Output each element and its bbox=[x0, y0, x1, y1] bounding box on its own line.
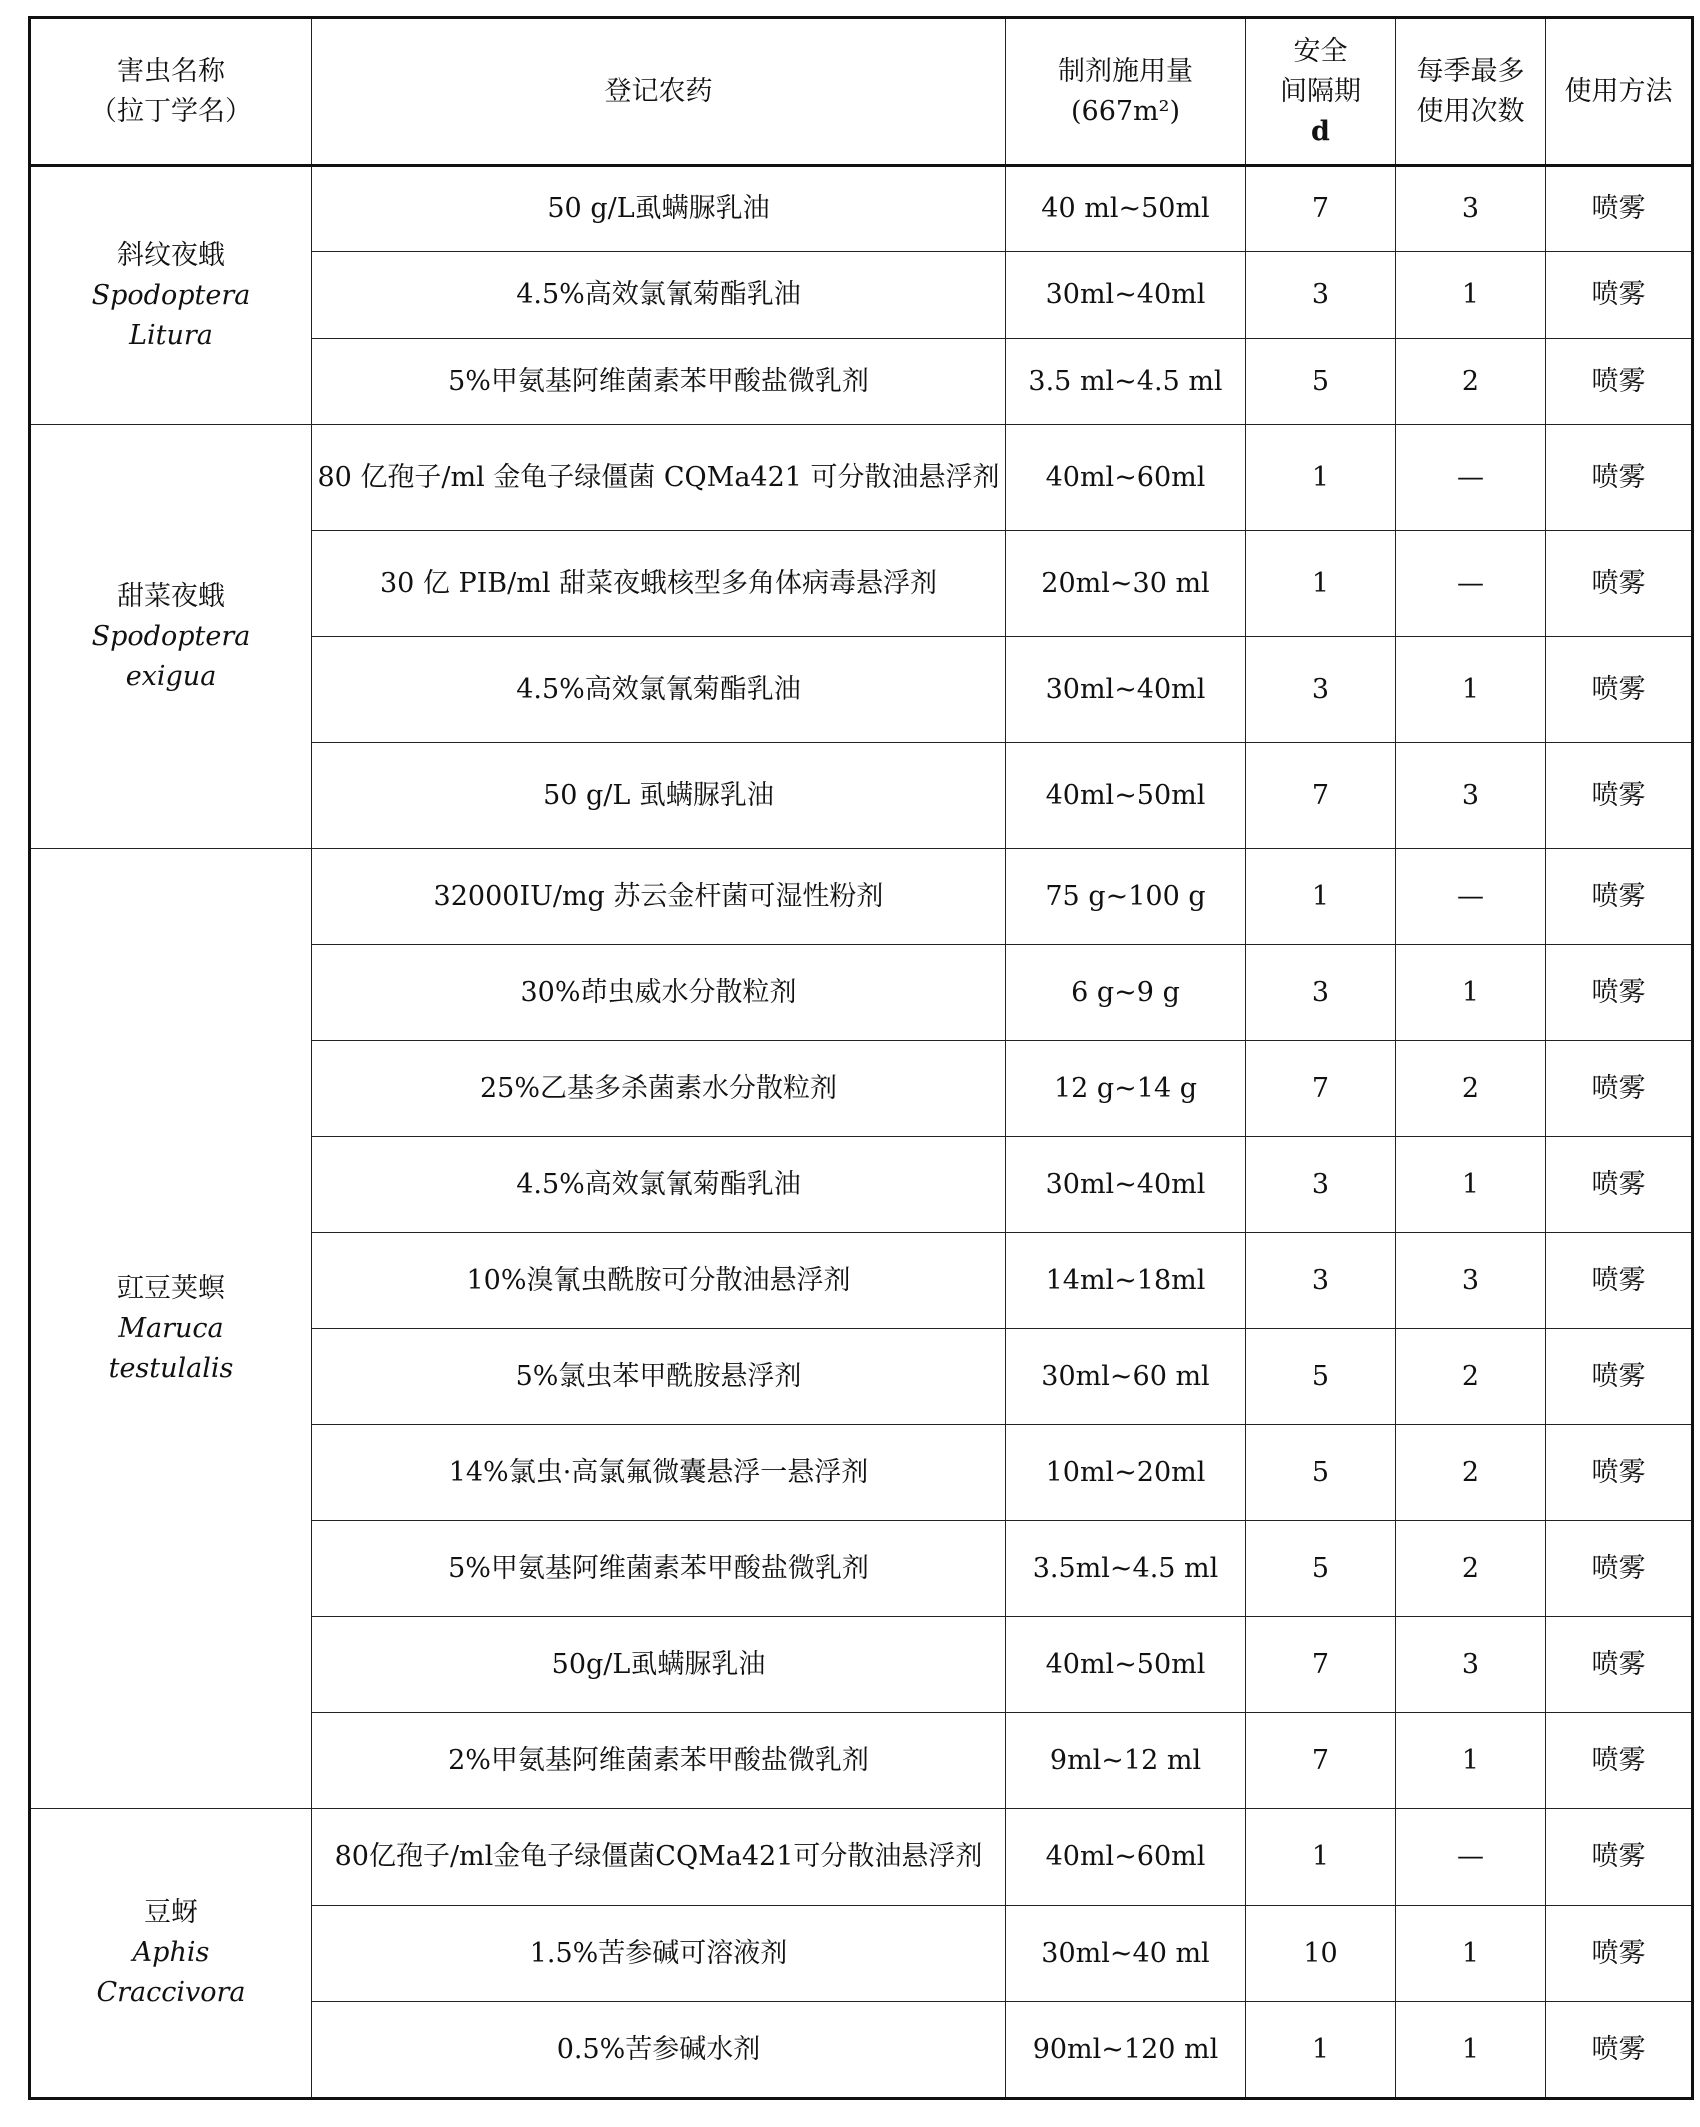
header-pesticide: 登记农药 bbox=[312, 18, 1006, 166]
header-row bbox=[30, 18, 1693, 166]
dosage-cell: 30ml~40ml bbox=[1006, 1137, 1246, 1233]
method-cell: 喷雾 bbox=[1546, 743, 1693, 849]
pest-name-cell bbox=[30, 849, 312, 1809]
pest-latin-name: exigua bbox=[125, 660, 217, 692]
interval-cell: 3 bbox=[1246, 637, 1396, 743]
max-cell: 1 bbox=[1396, 1906, 1546, 2002]
method-cell: 喷雾 bbox=[1546, 849, 1693, 945]
table-row bbox=[30, 849, 1693, 945]
max-cell: 2 bbox=[1396, 1041, 1546, 1137]
max-cell: 2 bbox=[1396, 1329, 1546, 1425]
max-cell: 1 bbox=[1396, 637, 1546, 743]
pest-latin-name: Craccivora bbox=[96, 1977, 246, 2008]
pesticide-registration-table bbox=[28, 16, 1694, 2100]
max-cell: 3 bbox=[1396, 1617, 1546, 1713]
header-interval: 安全 间隔期 d bbox=[1246, 18, 1396, 166]
header-pest: 害虫名称 （拉丁学名） bbox=[30, 18, 312, 166]
pesticide-cell: 32000IU/mg 苏云金杆菌可湿性粉剂 bbox=[312, 849, 1006, 945]
header-method: 使用方法 bbox=[1546, 18, 1693, 166]
method-cell: 喷雾 bbox=[1546, 339, 1693, 425]
pesticide-cell: 10%溴氰虫酰胺可分散油悬浮剂 bbox=[312, 1233, 1006, 1329]
max-cell: 3 bbox=[1396, 166, 1546, 252]
method-cell: 喷雾 bbox=[1546, 1617, 1693, 1713]
pest-latin-name: Spodoptera bbox=[91, 279, 251, 311]
pest-chinese-name: 豇豆荚螟 bbox=[117, 1272, 225, 1304]
interval-cell: 10 bbox=[1246, 1906, 1396, 2002]
method-cell: 喷雾 bbox=[1546, 1233, 1693, 1329]
pesticide-cell: 50g/L虱螨脲乳油 bbox=[312, 1617, 1006, 1713]
pesticide-cell: 4.5%高效氯氰菊酯乳油 bbox=[312, 1137, 1006, 1233]
interval-cell: 7 bbox=[1246, 743, 1396, 849]
pest-name-cell bbox=[30, 425, 312, 849]
method-cell: 喷雾 bbox=[1546, 1713, 1693, 1809]
header-dosage: 制剂施用量 (667m²) bbox=[1006, 18, 1246, 166]
pest-name-cell bbox=[30, 166, 312, 425]
pest-chinese-name: 斜纹夜蛾 bbox=[117, 239, 225, 271]
max-cell: 1 bbox=[1396, 1137, 1546, 1233]
dosage-cell: 3.5ml~4.5 ml bbox=[1006, 1521, 1246, 1617]
pesticide-cell: 5%氯虫苯甲酰胺悬浮剂 bbox=[312, 1329, 1006, 1425]
pesticide-cell: 80亿孢子/ml金龟子绿僵菌CQMa421可分散油悬浮剂 bbox=[312, 1809, 1006, 1906]
method-cell: 喷雾 bbox=[1546, 531, 1693, 637]
table-body bbox=[30, 166, 1693, 2099]
dosage-cell: 40ml~60ml bbox=[1006, 1809, 1246, 1906]
pesticide-cell: 0.5%苦参碱水剂 bbox=[312, 2002, 1006, 2099]
max-cell: 1 bbox=[1396, 252, 1546, 339]
pesticide-cell: 1.5%苦参碱可溶液剂 bbox=[312, 1906, 1006, 2002]
method-cell: 喷雾 bbox=[1546, 1329, 1693, 1425]
interval-cell: 7 bbox=[1246, 1617, 1396, 1713]
max-cell: 2 bbox=[1396, 1521, 1546, 1617]
interval-cell: 1 bbox=[1246, 1809, 1396, 1906]
dosage-cell: 3.5 ml~4.5 ml bbox=[1006, 339, 1246, 425]
max-cell: 1 bbox=[1396, 1713, 1546, 1809]
pesticide-cell: 5%甲氨基阿维菌素苯甲酸盐微乳剂 bbox=[312, 339, 1006, 425]
pesticide-cell: 30 亿 PIB/ml 甜菜夜蛾核型多角体病毒悬浮剂 bbox=[312, 531, 1006, 637]
method-cell: 喷雾 bbox=[1546, 166, 1693, 252]
max-cell: — bbox=[1396, 425, 1546, 531]
table-row bbox=[30, 166, 1693, 252]
interval-cell: 5 bbox=[1246, 339, 1396, 425]
method-cell: 喷雾 bbox=[1546, 945, 1693, 1041]
header-max-uses: 每季最多 使用次数 bbox=[1396, 18, 1546, 166]
pest-latin-name: Litura bbox=[129, 319, 213, 351]
pesticide-cell: 80 亿孢子/ml 金龟子绿僵菌 CQMa421 可分散油悬浮剂 bbox=[312, 425, 1006, 531]
pest-latin-name: testulalis bbox=[108, 1352, 234, 1384]
method-cell: 喷雾 bbox=[1546, 1521, 1693, 1617]
pest-chinese-name: 豆蚜 bbox=[144, 1897, 198, 1928]
pesticide-cell: 50 g/L虱螨脲乳油 bbox=[312, 166, 1006, 252]
pesticide-cell: 25%乙基多杀菌素水分散粒剂 bbox=[312, 1041, 1006, 1137]
interval-cell: 7 bbox=[1246, 1713, 1396, 1809]
pesticide-cell: 2%甲氨基阿维菌素苯甲酸盐微乳剂 bbox=[312, 1713, 1006, 1809]
dosage-cell: 30ml~60 ml bbox=[1006, 1329, 1246, 1425]
dosage-cell: 40ml~60ml bbox=[1006, 425, 1246, 531]
method-cell: 喷雾 bbox=[1546, 1425, 1693, 1521]
max-cell: 1 bbox=[1396, 2002, 1546, 2099]
interval-cell: 5 bbox=[1246, 1521, 1396, 1617]
pesticide-cell: 4.5%高效氯氰菊酯乳油 bbox=[312, 637, 1006, 743]
method-cell: 喷雾 bbox=[1546, 2002, 1693, 2099]
table-row bbox=[30, 1809, 1693, 1906]
pest-latin-name: Maruca bbox=[118, 1312, 224, 1344]
dosage-cell: 30ml~40 ml bbox=[1006, 1906, 1246, 2002]
max-cell: 1 bbox=[1396, 945, 1546, 1041]
max-cell: 2 bbox=[1396, 1425, 1546, 1521]
interval-cell: 1 bbox=[1246, 531, 1396, 637]
interval-cell: 3 bbox=[1246, 1137, 1396, 1233]
pest-latin-name: Aphis bbox=[132, 1937, 210, 1968]
dosage-cell: 6 g~9 g bbox=[1006, 945, 1246, 1041]
dosage-cell: 75 g~100 g bbox=[1006, 849, 1246, 945]
method-cell: 喷雾 bbox=[1546, 252, 1693, 339]
interval-cell: 7 bbox=[1246, 1041, 1396, 1137]
method-cell: 喷雾 bbox=[1546, 1906, 1693, 2002]
max-cell: 2 bbox=[1396, 339, 1546, 425]
dosage-cell: 20ml~30 ml bbox=[1006, 531, 1246, 637]
pest-name-cell bbox=[30, 1809, 312, 2099]
pesticide-cell: 50 g/L 虱螨脲乳油 bbox=[312, 743, 1006, 849]
interval-cell: 5 bbox=[1246, 1329, 1396, 1425]
method-cell: 喷雾 bbox=[1546, 425, 1693, 531]
dosage-cell: 30ml~40ml bbox=[1006, 252, 1246, 339]
dosage-cell: 30ml~40ml bbox=[1006, 637, 1246, 743]
interval-cell: 1 bbox=[1246, 2002, 1396, 2099]
pesticide-cell: 4.5%高效氯氰菊酯乳油 bbox=[312, 252, 1006, 339]
pesticide-cell: 30%茚虫威水分散粒剂 bbox=[312, 945, 1006, 1041]
max-cell: — bbox=[1396, 531, 1546, 637]
interval-cell: 1 bbox=[1246, 849, 1396, 945]
max-cell: — bbox=[1396, 849, 1546, 945]
dosage-cell: 10ml~20ml bbox=[1006, 1425, 1246, 1521]
table-row bbox=[30, 425, 1693, 531]
dosage-cell: 90ml~120 ml bbox=[1006, 2002, 1246, 2099]
max-cell: 3 bbox=[1396, 743, 1546, 849]
method-cell: 喷雾 bbox=[1546, 1809, 1693, 1906]
interval-cell: 5 bbox=[1246, 1425, 1396, 1521]
dosage-cell: 12 g~14 g bbox=[1006, 1041, 1246, 1137]
dosage-cell: 40 ml~50ml bbox=[1006, 166, 1246, 252]
dosage-cell: 40ml~50ml bbox=[1006, 1617, 1246, 1713]
pest-latin-name: Spodoptera bbox=[91, 620, 251, 652]
dosage-cell: 40ml~50ml bbox=[1006, 743, 1246, 849]
method-cell: 喷雾 bbox=[1546, 1137, 1693, 1233]
interval-cell: 1 bbox=[1246, 425, 1396, 531]
pesticide-cell: 5%甲氨基阿维菌素苯甲酸盐微乳剂 bbox=[312, 1521, 1006, 1617]
method-cell: 喷雾 bbox=[1546, 637, 1693, 743]
interval-cell: 3 bbox=[1246, 1233, 1396, 1329]
interval-cell: 3 bbox=[1246, 252, 1396, 339]
interval-cell: 3 bbox=[1246, 945, 1396, 1041]
max-cell: — bbox=[1396, 1809, 1546, 1906]
dosage-cell: 14ml~18ml bbox=[1006, 1233, 1246, 1329]
pest-chinese-name: 甜菜夜蛾 bbox=[117, 580, 225, 612]
dosage-cell: 9ml~12 ml bbox=[1006, 1713, 1246, 1809]
interval-cell: 7 bbox=[1246, 166, 1396, 252]
pesticide-cell: 14%氯虫·高氯氟微囊悬浮一悬浮剂 bbox=[312, 1425, 1006, 1521]
max-cell: 3 bbox=[1396, 1233, 1546, 1329]
method-cell: 喷雾 bbox=[1546, 1041, 1693, 1137]
